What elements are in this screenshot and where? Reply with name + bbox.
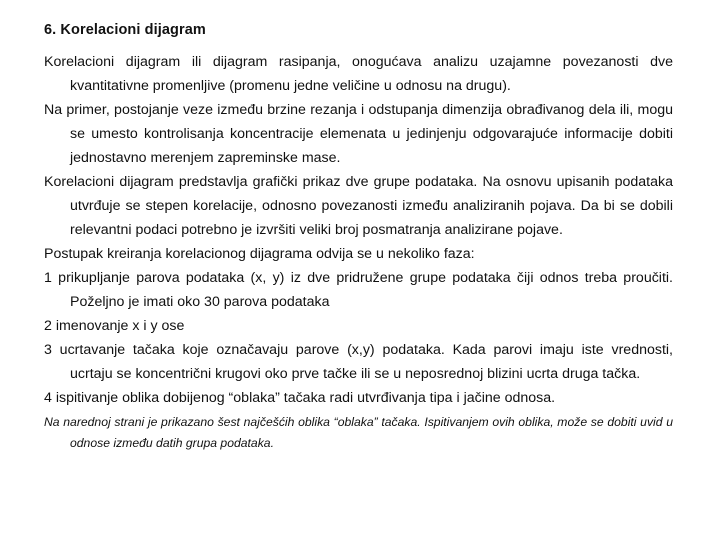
paragraph-description: Korelacioni dijagram predstavlja grafički prikaz dve grupe podataka. Na osnovu upisanih podataka utvrđuje se stepen korelacije, odnosno povezanosti između analiziranih pojava. Da bi se dobili relevantni podaci potrebno je izvršiti veliki broj posmatranja analizirane pojave. xyxy=(44,174,673,238)
slide-title: 6. Korelacioni dijagram xyxy=(44,22,206,38)
paragraph-definition: Korelacioni dijagram ili dijagram rasipanja, onogućava analizu uzajamne povezanosti dve kvantitativne promenljive (promenu jedne veličine u odnosu na drugu). xyxy=(44,54,673,94)
step-4: 4 ispitivanje oblika dobijenog “oblaka” tačaka radi utvrđivanja tipa i jačine odnosa. xyxy=(44,390,556,406)
footnote: Na narednoj strani je prikazano šest najčešćih oblika “oblaka” tačaka. Ispitivanjem ovih oblika, može se dobiti uvid u odnose između datih grupa podataka. xyxy=(44,415,673,450)
paragraph-example: Na primer, postojanje veze između brzine rezanja i odstupanja dimenzija obrađivanog dela ili, mogu se umesto kontrolisanja koncentracije elemenata u jedinjenju odgovarajuće informacije dobiti jednostavno merenjem zapreminske mase. xyxy=(44,102,673,166)
step-2: 2 imenovanje x i y ose xyxy=(44,318,185,334)
step-3: 3 ucrtavanje tačaka koje označavaju parove (x,y) podataka. Kada parovi imaju iste vrednosti, ucrtaju se koncentrični krugovi oko prve tačke ili se u neposrednoj blizini ucrta druga tačka. xyxy=(44,342,673,382)
paragraph-procedure-intro: Postupak kreiranja korelacionog dijagrama odvija se u nekoliko faza: xyxy=(44,246,475,262)
slide-body xyxy=(44,50,673,454)
step-1: 1 prikupljanje parova podataka (x, y) iz dve pridružene grupe podataka čiji odnos treba proučiti. Poželjno je imati oko 30 parova podataka xyxy=(44,270,673,310)
